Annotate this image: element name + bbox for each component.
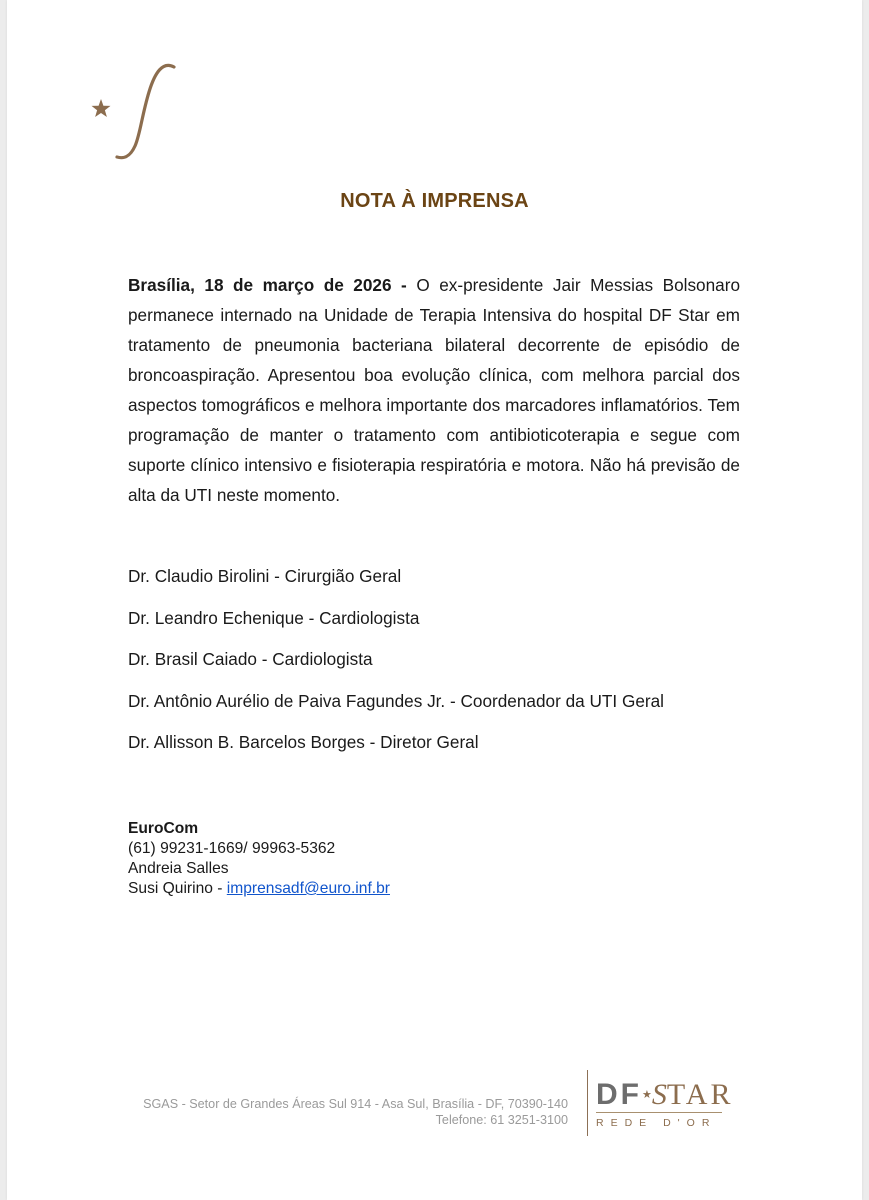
body-paragraph: O ex-presidente Jair Messias Bolsonaro permanece internado na Unidade de Terapia Intensiva do hospital DF Star em tratamento de pneumonia bacteriana bilateral decorrente de episódio de broncoaspiração. Apresentou boa evolução clínica, com melhora parcial dos aspectos tomográficos e melhora importante dos marcadores inflamatórios. Tem programação de manter o tratamento com antibioticoterapia e segue com suporte clínico intensivo e fisioterapia respiratória e motora. Não há previsão de alta da UTI neste momento.: [128, 275, 741, 505]
star-icon: [92, 99, 111, 117]
signatory-item: Dr. Claudio Birolini - Cirurgião Geral: [128, 566, 402, 586]
brand-df: DF: [596, 1078, 642, 1111]
address-line: SGAS - Setor de Grandes Áreas Sul 914 - Asa Sul, Brasília - DF, 70390-140: [143, 1097, 568, 1111]
contact-person-email-line: [128, 879, 390, 899]
phone-line: Telefone: 61 3251-3100: [435, 1113, 568, 1127]
press-release-page: [7, 0, 862, 1200]
brand-wordmark: [596, 1080, 736, 1110]
signatory-item: Dr. Antônio Aurélio de Paiva Fagundes Jr. - Coordenador da UTI Geral: [128, 690, 664, 711]
brand-tar: TAR: [666, 1078, 734, 1111]
signatory-item: Dr. Allisson B. Barcelos Borges - Diretor Geral: [128, 732, 479, 752]
contact-phones: (61) 99231-1669/ 99963-5362: [128, 840, 336, 857]
signatory-item: Dr. Brasil Caiado - Cardiologista: [128, 649, 373, 669]
df-star-logo-mark-icon: [91, 60, 191, 164]
integral-swash-icon: [117, 65, 174, 157]
press-release-body: [128, 270, 740, 510]
brand-star-icon: ★: [642, 1089, 652, 1101]
df-star-rede-dor-logo: [596, 1080, 736, 1136]
contact-agency: EuroCom: [128, 820, 199, 837]
contact-person: Andreia Salles: [128, 860, 229, 877]
page-title: NOTA À IMPRENSA: [340, 190, 529, 212]
footer-address: [143, 1096, 568, 1128]
contact-person: Susi Quirino -: [128, 880, 227, 897]
signatory-item: Dr. Leandro Echenique - Cardiologista: [128, 607, 420, 628]
brand-s: S: [651, 1078, 667, 1111]
press-contact-block: [128, 819, 390, 899]
footer-divider: [587, 1070, 588, 1136]
brand-subtitle: REDE D'OR: [596, 1112, 722, 1130]
signatories-list: [128, 563, 664, 771]
contact-email-link[interactable]: imprensadf@euro.inf.br: [226, 880, 390, 897]
dateline: Brasília, 18 de março de 2026 -: [128, 275, 407, 295]
